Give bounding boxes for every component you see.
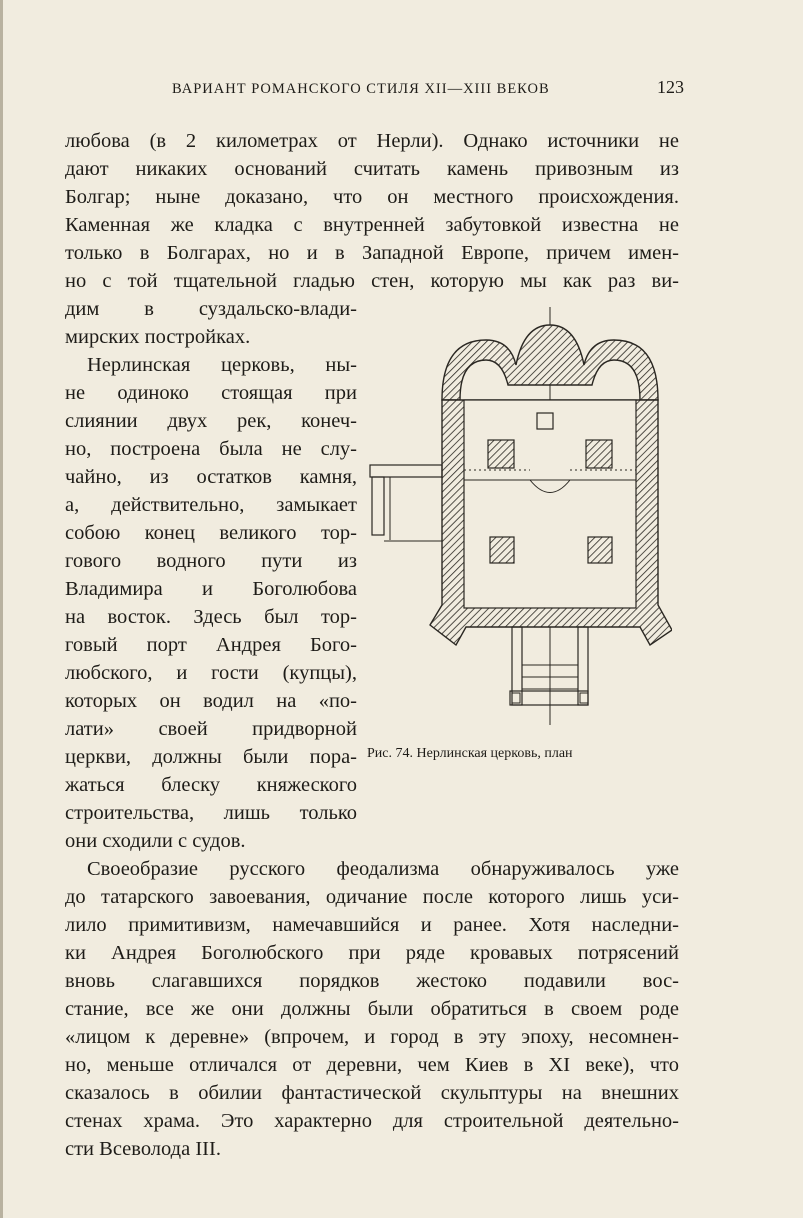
page-header bbox=[64, 77, 684, 101]
text-line: Владимира и Боголюбова bbox=[65, 578, 357, 600]
text-line: сти Всеволода III. bbox=[65, 1138, 221, 1160]
text-line: но с той тщательной гладью стен, которую мы как раз ви- bbox=[65, 270, 679, 292]
pillar bbox=[488, 440, 514, 468]
figure-caption: Рис. 74. Нерлинская церковь, план bbox=[367, 746, 573, 761]
page-left-edge bbox=[0, 0, 3, 1218]
interior bbox=[464, 400, 636, 608]
side-gallery bbox=[370, 465, 442, 477]
text-line: ки Андрея Боголюбского при ряде кровавых потрясений bbox=[65, 942, 679, 964]
text-line: сказалось в обилии фантастической скульптуры на внешних bbox=[65, 1082, 679, 1104]
text-line: «лицом к деревне» (впрочем, и город в эту эпоху, несомнен- bbox=[65, 1026, 679, 1048]
text-line: гового водного пути из bbox=[65, 550, 357, 572]
text-line: но, построена была не слу- bbox=[65, 438, 357, 460]
text-line: на восток. Здесь был тор- bbox=[65, 606, 357, 628]
text-line: Своеобразие русского феодализма обнаруживалось уже bbox=[87, 858, 679, 880]
pillar bbox=[588, 537, 612, 563]
text-line: строительства, лишь только bbox=[65, 802, 357, 824]
text-line: церкви, должны были пора- bbox=[65, 746, 357, 768]
text-line: мирских постройках. bbox=[65, 326, 251, 348]
running-title: ВАРИАНТ РОМАНСКОГО СТИЛЯ XII—XIII ВЕКОВ bbox=[172, 81, 550, 97]
page-number: 123 bbox=[657, 77, 684, 97]
text-line: а, действительно, замыкает bbox=[65, 494, 357, 516]
text-line: но, меньше отличался от деревни, чем Киев в XI веке), что bbox=[65, 1054, 679, 1076]
text-line: Нерлинская церковь, ны- bbox=[87, 354, 357, 376]
text-line: они сходили с судов. bbox=[65, 830, 246, 852]
text-line: только в Болгарах, но и в Западной Европе, причем имен- bbox=[65, 242, 679, 264]
text-line: лати» своей придворной bbox=[65, 718, 357, 740]
text-line: не одиноко стоящая при bbox=[65, 382, 357, 404]
text-line: Болгар; ныне доказано, что он местного происхождения. bbox=[65, 186, 679, 208]
pillar bbox=[490, 537, 514, 563]
text-line: дим в суздальско-влади- bbox=[65, 298, 357, 320]
text-line: собою конец великого тор- bbox=[65, 522, 357, 544]
text-line: дают никаких оснований считать камень привозным из bbox=[65, 158, 679, 180]
text-line: стание, все же они должны были обратиться в своем роде bbox=[65, 998, 679, 1020]
text-line: чайно, из остатков камня, bbox=[65, 466, 357, 488]
text-line: до татарского завоевания, одичание после которого лишь уси- bbox=[65, 886, 679, 908]
text-line: слиянии двух рек, конеч- bbox=[65, 410, 357, 432]
church-floor-plan bbox=[360, 305, 672, 735]
text-line: которых он водил на «по- bbox=[65, 690, 357, 712]
text-line: Каменная же кладка с внутренней забутовкой известна не bbox=[65, 214, 679, 236]
text-line: любова (в 2 километрах от Нерли). Однако источники не bbox=[65, 130, 679, 152]
text-line: лило примитивизм, намечавшийся и ранее. Хотя наследни- bbox=[65, 914, 679, 936]
text-line: жаться блеску княжеского bbox=[65, 774, 357, 796]
text-line: говый порт Андрея Бого- bbox=[65, 634, 357, 656]
text-line: стенах храма. Это характерно для строительной деятельно- bbox=[65, 1110, 679, 1132]
text-line: любского, и гости (купцы), bbox=[65, 662, 357, 684]
text-line: вновь слагавшихся порядков жестоко подавили вос- bbox=[65, 970, 679, 992]
pillar bbox=[586, 440, 612, 468]
